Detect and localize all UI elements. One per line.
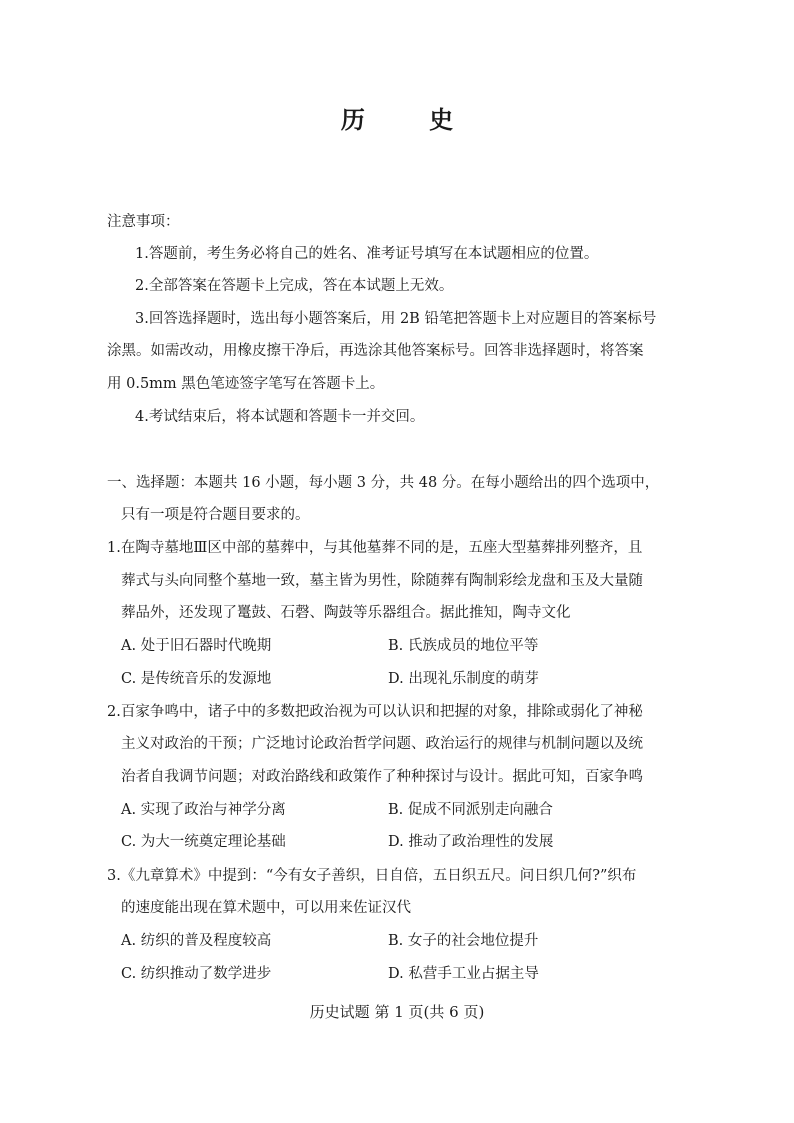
notice-item-1: 1.答题前，考生务必将自己的姓名、准考证号填写在本试题相应的位置。 [135, 246, 599, 262]
notice-item-2: 2.全部答案在答题卡上完成，答在本试题上无效。 [135, 278, 454, 294]
notice-heading: 注意事项： [107, 214, 180, 230]
question-1-option-d: D. 出现礼乐制度的萌芽 [388, 671, 539, 687]
question-3-line-2: 的速度能出现在算术题中，可以用来佐证汉代 [121, 900, 411, 916]
question-2-option-b: B. 促成不同派别走向融合 [388, 802, 553, 818]
question-3-option-d: D. 私营手工业占据主导 [388, 966, 539, 982]
question-1-option-a: A. 处于旧石器时代晚期 [121, 638, 272, 654]
question-1-line-3: 葬品外，还发现了鼍鼓、石磬、陶鼓等乐器组合。据此推知，陶寺文化 [121, 605, 571, 621]
question-2-option-a: A. 实现了政治与神学分离 [121, 802, 286, 818]
question-3-option-c: C. 纺织推动了数学进步 [121, 966, 272, 982]
question-3-option-b: B. 女子的社会地位提升 [388, 933, 539, 949]
question-2-line-3: 治者自我调节问题；对政治路线和政策作了种种探讨与设计。据此可知，百家争鸣 [121, 769, 643, 785]
question-3-line-1: 3.《九章算术》中提到：“今有女子善织，日自倍，五日织五尺。问日织几何?”织布 [107, 868, 637, 884]
page-footer: 历史试题 第 1 页(共 6 页) [309, 1003, 485, 1021]
question-3-option-a: A. 纺织的普及程度较高 [121, 933, 272, 949]
notice-item-3-line-1: 3.回答选择题时，选出每小题答案后，用 2B 铅笔把答题卡上对应题目的答案标号 [135, 311, 657, 327]
question-1-line-1: 1.在陶寺墓地Ⅲ区中部的墓葬中，与其他墓葬不同的是，五座大型墓葬排列整齐，且 [107, 540, 643, 556]
question-1-line-2: 葬式与头向同整个墓地一致，墓主皆为男性，除随葬有陶制彩绘龙盘和玉及大量随 [121, 573, 643, 589]
section-heading-line-2: 只有一项是符合题目要求的。 [121, 507, 310, 523]
question-2-line-2: 主义对政治的干预；广泛地讨论政治哲学问题、政治运行的规律与机制问题以及统 [121, 736, 643, 752]
question-1-option-c: C. 是传统音乐的发源地 [121, 671, 272, 687]
question-1-option-b: B. 氏族成员的地位平等 [388, 638, 539, 654]
page-title: 历 史 [340, 105, 482, 134]
question-2-option-c: C. 为大一统奠定理论基础 [121, 834, 286, 850]
notice-item-4: 4.考试结束后，将本试题和答题卡一并交回。 [135, 409, 425, 425]
question-2-option-d: D. 推动了政治理性的发展 [388, 834, 554, 850]
notice-item-3-line-3: 用 0.5mm 黑色笔迹签字笔写在答题卡上。 [107, 376, 385, 392]
question-2-line-1: 2.百家争鸣中，诸子中的多数把政治视为可以认识和把握的对象，排除或弱化了神秘 [107, 704, 643, 720]
notice-item-3-line-2: 涂黑。如需改动，用橡皮擦干净后，再选涂其他答案标号。回答非选择题时，将答案 [107, 343, 644, 359]
section-heading-line-1: 一、选择题：本题共 16 小题，每小题 3 分，共 48 分。在每小题给出的四个选项中， [107, 475, 660, 491]
